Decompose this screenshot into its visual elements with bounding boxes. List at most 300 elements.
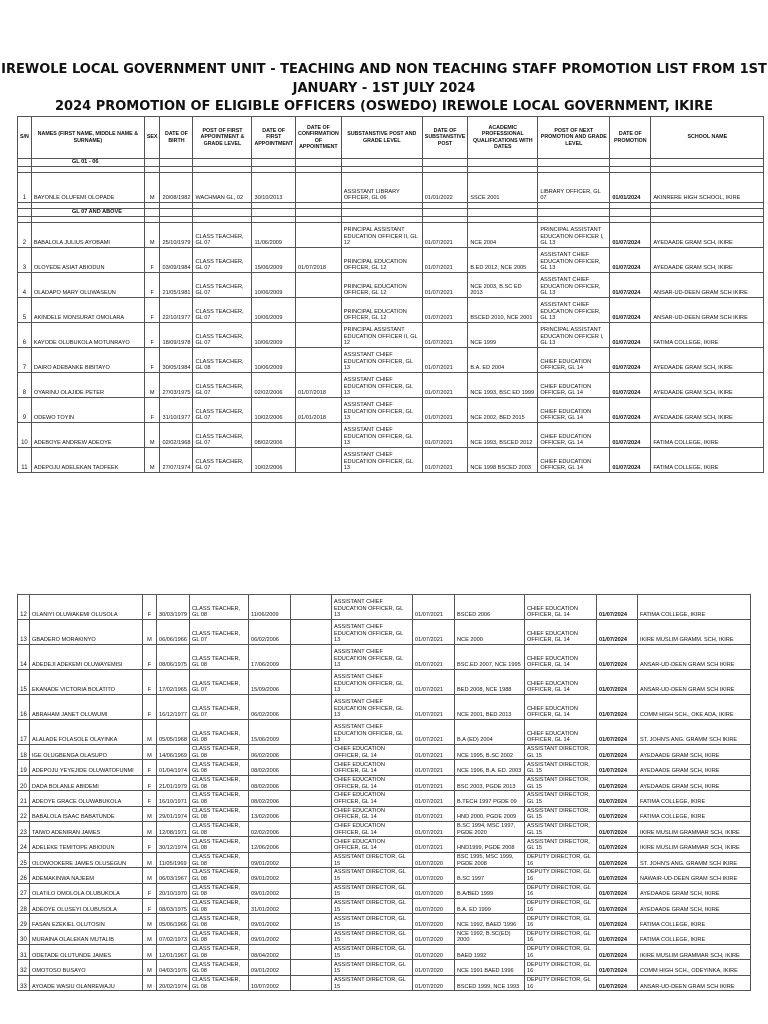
cell-prom-date: 01/07/2024	[597, 720, 638, 745]
col-sn: S/N	[18, 117, 32, 159]
cell-dob: 29/01/1974	[157, 806, 190, 821]
cell-sn: 8	[18, 373, 32, 398]
cell-confirm	[291, 914, 332, 929]
cell-dob: 12/08/1971	[157, 821, 190, 836]
cell-confirm	[291, 975, 332, 990]
cell-prom-date: 01/07/2024	[597, 670, 638, 695]
cell-first-post: CLASS TEACHER, GL 08	[193, 348, 252, 373]
cell-quals: NCE 2000	[455, 620, 525, 645]
col-dob: DATE OF BIRTH	[160, 117, 193, 159]
cell-next-post: DEPUTY DIRECTOR, GL 16	[525, 898, 597, 913]
cell-confirm: 01/07/2018	[296, 373, 342, 398]
cell-subst: ASSISTANT DIRECTOR, GL 15	[332, 868, 413, 883]
cell-next-post: DEPUTY DIRECTOR, GL 16	[525, 868, 597, 883]
cell-next-post: CHIEF EDUCATION OFFICER, GL 14	[525, 620, 597, 645]
cell-sex: M	[143, 960, 157, 975]
cell-school: AKINRERE HIGH SCHOOL, IKIRE	[651, 173, 764, 203]
cell-name: EKANADE VICTORIA BOLATITO	[30, 670, 143, 695]
cell-first-date: 10/06/2009	[252, 273, 296, 298]
cell-dob: 21/05/1981	[160, 273, 193, 298]
cell-subst: ASSISTANT CHIEF EDUCATION OFFICER, GL 13	[332, 620, 413, 645]
cell-first-date: 10/06/2009	[252, 298, 296, 323]
cell-subst: ASSISTANT DIRECTOR, GL 15	[332, 898, 413, 913]
cell-sn: 23	[18, 821, 30, 836]
cell-name: BAYONLE OLUFEMI OLOPADE	[31, 173, 144, 203]
cell-sex: F	[143, 883, 157, 898]
cell-sn: 31	[18, 945, 30, 960]
cell-next-post: DEPUTY DIRECTOR, GL 16	[525, 960, 597, 975]
cell-quals: NCE 2002, BED 2015	[468, 398, 538, 423]
cell-name: ADEPOJU ADELEKAN TAOFEEK	[31, 448, 144, 473]
cell-quals: NCE 1991 BAED 1996	[455, 960, 525, 975]
cell-quals: SSCE 2001	[468, 173, 538, 203]
table-row	[18, 695, 751, 720]
cell-confirm	[291, 791, 332, 806]
cell-next-post: DEPUTY DIRECTOR, GL 16	[525, 945, 597, 960]
cell-subst: CHIEF EDUCATION OFFICER, GL 14	[332, 760, 413, 775]
cell-confirm	[291, 695, 332, 720]
cell-school: FATIMA COLLEGE, IKIRE	[638, 595, 751, 620]
cell-sex: F	[143, 775, 157, 790]
cell-subst-date: 01/07/2021	[422, 373, 468, 398]
cell-next-post: DEPUTY DIRECTOR, GL 16	[525, 883, 597, 898]
cell-first-post: CLASS TEACHER, GL 08	[190, 883, 249, 898]
cell-first-date: 11/06/2009	[249, 595, 291, 620]
cell-next-post: ASSISTANT DIRECTOR, GL 15	[525, 821, 597, 836]
cell-quals: NCE 1992, B.SC(ED) 2000	[455, 929, 525, 944]
cell-first-post: CLASS TEACHER, GL 07	[193, 323, 252, 348]
cell-sex: M	[143, 852, 157, 867]
group-spacer	[18, 209, 32, 217]
cell-dob: 30/03/1979	[157, 595, 190, 620]
cell-confirm: 01/07/2018	[296, 248, 342, 273]
cell-sex: M	[143, 806, 157, 821]
cell-school: ANSAR-UD-DEEN GRAM SCH IKIRE	[638, 670, 751, 695]
cell-sn: 22	[18, 806, 30, 821]
cell-first-post: CLASS TEACHER, GL 07	[193, 298, 252, 323]
cell-name: AKINDELE MONSURAT OMOLARA	[31, 298, 144, 323]
cell-confirm	[291, 868, 332, 883]
cell-prom-date: 01/07/2024	[597, 837, 638, 852]
cell-quals: BAED 1992	[455, 945, 525, 960]
cell-subst: ASSISTANT CHIEF EDUCATION OFFICER, GL 13	[341, 423, 422, 448]
cell-first-date: 10/02/2006	[252, 448, 296, 473]
cell-sex: F	[144, 273, 160, 298]
cell-first-date: 11/06/2009	[252, 223, 296, 248]
cell-sex: M	[143, 745, 157, 760]
cell-subst-date: 01/07/2020	[413, 852, 455, 867]
group-spacer	[651, 159, 764, 167]
cell-first-post: CLASS TEACHER, GL 08	[190, 852, 249, 867]
cell-next-post: CHIEF EDUCATION OFFICER, GL 14	[525, 695, 597, 720]
cell-dob: 31/10/1977	[160, 398, 193, 423]
table-row	[18, 760, 751, 775]
cell-first-post: CLASS TEACHER, GL 07	[193, 373, 252, 398]
cell-confirm	[291, 720, 332, 745]
cell-next-post: ASSISTANT DIRECTOR, GL 15	[525, 806, 597, 821]
cell-first-date: 02/02/2006	[252, 373, 296, 398]
cell-dob: 20/10/1970	[157, 883, 190, 898]
cell-first-date: 08/02/2006	[249, 775, 291, 790]
group-label: GL 07 AND ABOVE	[31, 209, 144, 217]
cell-sn: 6	[18, 323, 32, 348]
cell-sex: M	[143, 868, 157, 883]
cell-first-post: CLASS TEACHER, GL 08	[190, 645, 249, 670]
cell-confirm	[291, 821, 332, 836]
table-row	[18, 806, 751, 821]
cell-first-post: CLASS TEACHER, GL 07	[193, 398, 252, 423]
cell-sex: M	[144, 223, 160, 248]
cell-dob: 11/05/1969	[157, 852, 190, 867]
cell-confirm	[291, 806, 332, 821]
cell-name: BABALOLA ISAAC BABATUNDE	[30, 806, 143, 821]
cell-subst-date: 01/07/2021	[422, 248, 468, 273]
cell-confirm	[291, 929, 332, 944]
cell-prom-date: 01/07/2024	[597, 868, 638, 883]
cell-first-date: 15/06/2009	[249, 720, 291, 745]
cell-sn: 21	[18, 791, 30, 806]
cell-subst: ASSISTANT CHIEF EDUCATION OFFICER, GL 13	[341, 398, 422, 423]
cell-subst: ASSISTANT CHIEF EDUCATION OFFICER, GL 13	[332, 670, 413, 695]
cell-dob: 30/12/1974	[157, 837, 190, 852]
group-spacer	[468, 159, 538, 167]
table-row	[18, 448, 764, 473]
table-row	[18, 398, 764, 423]
cell-dob: 08/03/1975	[157, 898, 190, 913]
cell-subst-date: 01/07/2021	[422, 448, 468, 473]
cell-sex: F	[144, 248, 160, 273]
cell-sn: 10	[18, 423, 32, 448]
cell-school: AYEDAADE GRAM SCH, IKIRE	[638, 883, 751, 898]
cell-school: COMM HIGH SCH., ODEYINKA, IKIRE	[638, 960, 751, 975]
cell-subst-date: 01/07/2020	[413, 960, 455, 975]
cell-school: ST. JOHN'S ANG. GRAMM SCH IKIRE	[638, 720, 751, 745]
cell-name: OLATILO OMOLOLA OLUBUKOLA	[30, 883, 143, 898]
cell-subst-date: 01/07/2021	[413, 760, 455, 775]
cell-sn: 9	[18, 398, 32, 423]
cell-first-post: CLASS TEACHER, GL 08	[190, 960, 249, 975]
cell-sex: M	[143, 914, 157, 929]
cell-subst-date: 01/07/2020	[413, 898, 455, 913]
cell-first-post: CLASS TEACHER, GL 08	[190, 837, 249, 852]
table-row	[18, 223, 764, 248]
cell-first-date: 08/04/2002	[249, 945, 291, 960]
cell-prom-date: 01/07/2024	[597, 595, 638, 620]
cell-school: AYEDAADE GRAM SCH, IKIRE	[638, 775, 751, 790]
cell-next-post: PRINCIPAL ASSISTANT EDUCATION OFFICER I, GL 13	[538, 323, 610, 348]
cell-prom-date: 01/07/2024	[597, 960, 638, 975]
cell-first-date: 09/01/2002	[249, 852, 291, 867]
cell-confirm	[291, 595, 332, 620]
cell-subst-date: 01/07/2021	[413, 695, 455, 720]
cell-prom-date: 01/07/2024	[597, 945, 638, 960]
cell-subst-date: 01/07/2020	[413, 929, 455, 944]
cell-school: FATIMA COLLEGE, IKIRE	[638, 791, 751, 806]
cell-confirm	[291, 883, 332, 898]
cell-school: FATIMA COLLEGE, IKIRE	[651, 448, 764, 473]
table-row	[18, 373, 764, 398]
cell-quals: NCE 2004	[468, 223, 538, 248]
cell-subst: ASSISTANT DIRECTOR, GL 15	[332, 852, 413, 867]
cell-sn: 16	[18, 695, 30, 720]
table-row	[18, 883, 751, 898]
cell-name: DADA BOLANLE ABIDEMI	[30, 775, 143, 790]
cell-dob: 25/10/1979	[160, 223, 193, 248]
cell-name: OLANIYI OLUWAKEMI OLUSOLA	[30, 595, 143, 620]
cell-school: NAWAIR-UD-DEEN GRAM SCH IKIRE	[638, 868, 751, 883]
cell-quals: NCE 1992, BAED '1996	[455, 914, 525, 929]
cell-subst: ASSISTANT CHIEF EDUCATION OFFICER, GL 13	[332, 595, 413, 620]
cell-first-post: CLASS TEACHER, GL 07	[193, 448, 252, 473]
cell-name: ADEDEJI ADEKEMI OLUWAYEMISI	[30, 645, 143, 670]
cell-first-post: WACHMAN GL, 02	[193, 173, 252, 203]
cell-quals: HND1999, PGDE 2008	[455, 837, 525, 852]
group-spacer	[144, 159, 160, 167]
cell-next-post: CHIEF EDUCATION OFFICER, GL 14	[538, 398, 610, 423]
cell-subst: PRINCIPAL ASSISTANT EDUCATION OFFICER II, GL 12	[341, 323, 422, 348]
cell-sn: 5	[18, 298, 32, 323]
cell-subst-date: 01/07/2021	[413, 837, 455, 852]
cell-confirm: 01/01/2018	[296, 398, 342, 423]
cell-quals: NCE 2003, B.SC ED 2013	[468, 273, 538, 298]
col-school: SCHOOL NAME	[651, 117, 764, 159]
cell-dob: 27/07/1974	[160, 448, 193, 473]
cell-first-date: 09/01/2002	[249, 868, 291, 883]
cell-quals: NCE 2001, BED 2013	[455, 695, 525, 720]
cell-name: OMOTOSO BUSAYO	[30, 960, 143, 975]
cell-school: IKIRE MUSLIM GRAMM. SCH, IKIRE	[638, 620, 751, 645]
cell-school: COMM HIGH SCH., OKE ADA, IKIRE	[638, 695, 751, 720]
cell-first-post: CLASS TEACHER, GL 08	[190, 898, 249, 913]
col-first-date: DATE OF FIRST APPOINTMENT	[252, 117, 296, 159]
col-first-post: POST OF FIRST APPOINTMENT & GRADE LEVEL	[193, 117, 252, 159]
group-spacer	[341, 209, 422, 217]
cell-prom-date: 01/07/2024	[610, 298, 651, 323]
cell-subst-date: 01/07/2021	[413, 670, 455, 695]
cell-first-post: CLASS TEACHER, GL 08	[190, 975, 249, 990]
cell-school: FATIMA COLLEGE, IKIRE	[651, 423, 764, 448]
group-spacer	[160, 209, 193, 217]
cell-first-post: CLASS TEACHER, GL 07	[190, 695, 249, 720]
table-row	[18, 868, 751, 883]
cell-school: FATIMA COLLEGE, IKIRE	[638, 914, 751, 929]
cell-first-date: 31/01/2002	[249, 898, 291, 913]
cell-school: AYEDAADE GRAM SCH, IKIRE	[638, 898, 751, 913]
group-spacer	[610, 159, 651, 167]
cell-quals: BSCED 1999, NCE 1993	[455, 975, 525, 990]
cell-first-post: CLASS TEACHER, GL 08	[190, 745, 249, 760]
cell-quals: NCE 1993, BSC ED 1999	[468, 373, 538, 398]
cell-sn: 11	[18, 448, 32, 473]
cell-next-post: CHIEF EDUCATION OFFICER, GL 14	[538, 348, 610, 373]
cell-first-post: CLASS TEACHER, GL 08	[190, 595, 249, 620]
cell-first-date: 08/02/2006	[249, 791, 291, 806]
cell-confirm	[296, 423, 342, 448]
cell-sn: 30	[18, 929, 30, 944]
cell-first-post: CLASS TEACHER, GL 08	[190, 775, 249, 790]
cell-first-date: 12/06/2006	[249, 837, 291, 852]
cell-next-post: DEPUTY DIRECTOR, GL 16	[525, 914, 597, 929]
cell-name: ADEBOYE ANDREW ADEOYE	[31, 423, 144, 448]
cell-sex: M	[143, 620, 157, 645]
cell-school: ANSAR-UD-DEEN GRAM SCH IKIRE	[651, 273, 764, 298]
cell-sex: F	[144, 298, 160, 323]
cell-sex: M	[144, 423, 160, 448]
cell-first-post: CLASS TEACHER, GL 08	[190, 821, 249, 836]
cell-subst: ASSISTANT CHIEF EDUCATION OFFICER, GL 13	[332, 695, 413, 720]
cell-next-post: LIBRARY OFFICER, GL 07	[538, 173, 610, 203]
cell-school: ANSAR-UD-DEEN GRAM SCH IKIRE	[638, 975, 751, 990]
cell-confirm	[291, 760, 332, 775]
cell-subst: ASSISTANT DIRECTOR, GL 15	[332, 929, 413, 944]
table-row	[18, 960, 751, 975]
group-spacer	[538, 159, 610, 167]
cell-first-date: 10/06/2009	[252, 323, 296, 348]
cell-dob: 08/06/1975	[157, 645, 190, 670]
table-row	[18, 173, 764, 203]
col-subst: SUBSTANSTIVE POST AND GRADE LEVEL	[341, 117, 422, 159]
cell-name: OLOWOOKERE JAMES OLUSEGUN	[30, 852, 143, 867]
group-spacer	[296, 209, 342, 217]
group-heading-row	[18, 159, 764, 167]
cell-quals: NCE 1999	[468, 323, 538, 348]
cell-first-date: 08/02/2006	[249, 760, 291, 775]
cell-dob: 12/01/1967	[157, 945, 190, 960]
col-subst-date: DATE OF SUBSTANSTIVE POST	[422, 117, 468, 159]
cell-prom-date: 01/07/2024	[597, 898, 638, 913]
cell-sn: 32	[18, 960, 30, 975]
cell-dob: 05/05/1968	[157, 720, 190, 745]
cell-subst-date: 01/07/2021	[413, 620, 455, 645]
cell-next-post: ASSISTANT DIRECTOR, GL 15	[525, 745, 597, 760]
cell-dob: 18/09/1978	[160, 323, 193, 348]
cell-subst-date: 01/07/2021	[413, 775, 455, 790]
cell-confirm	[296, 173, 342, 203]
cell-dob: 27/03/1975	[160, 373, 193, 398]
cell-prom-date: 01/07/2024	[597, 775, 638, 790]
group-spacer	[193, 159, 252, 167]
cell-school: ANSAR-UD-DEEN GRAM SCH IKIRE	[638, 645, 751, 670]
cell-prom-date: 01/07/2024	[597, 929, 638, 944]
cell-sex: M	[144, 173, 160, 203]
table-row	[18, 821, 751, 836]
cell-confirm	[291, 775, 332, 790]
cell-quals: BSC 1995, MSC 1999, PGDE 2008	[455, 852, 525, 867]
cell-quals: BSCED 2006	[455, 595, 525, 620]
table-row	[18, 775, 751, 790]
group-spacer	[252, 159, 296, 167]
col-sex: SEX	[144, 117, 160, 159]
cell-next-post: CHIEF EDUCATION OFFICER, GL 14	[538, 373, 610, 398]
cell-sex: M	[143, 945, 157, 960]
cell-prom-date: 01/07/2024	[610, 223, 651, 248]
cell-subst-date: 01/07/2021	[413, 645, 455, 670]
cell-sn: 26	[18, 868, 30, 883]
cell-school: AYEDAADE GRAM SCH, IKIRE	[651, 248, 764, 273]
cell-sex: M	[143, 975, 157, 990]
cell-first-date: 08/02/2006	[252, 423, 296, 448]
cell-dob: 20/08/1982	[160, 173, 193, 203]
cell-sn: 15	[18, 670, 30, 695]
group-spacer	[610, 209, 651, 217]
cell-prom-date: 01/07/2024	[610, 423, 651, 448]
cell-prom-date: 01/07/2024	[610, 373, 651, 398]
group-spacer	[18, 159, 32, 167]
cell-prom-date: 01/07/2024	[597, 852, 638, 867]
cell-sn: 7	[18, 348, 32, 373]
cell-subst-date: 01/07/2021	[413, 745, 455, 760]
cell-first-post: CLASS TEACHER, GL 07	[193, 273, 252, 298]
group-spacer	[160, 159, 193, 167]
cell-confirm	[291, 620, 332, 645]
cell-prom-date: 01/07/2024	[610, 248, 651, 273]
cell-subst-date: 01/07/2020	[413, 975, 455, 990]
cell-subst: ASSISTANT CHIEF EDUCATION OFFICER, GL 13	[332, 645, 413, 670]
cell-school: AYEDAADE GRAM SCH, IKIRE	[638, 760, 751, 775]
cell-first-date: 10/07/2002	[249, 975, 291, 990]
cell-first-post: CLASS TEACHER, GL 08	[190, 720, 249, 745]
cell-next-post: DEPUTY DIRECTOR, GL 16	[525, 975, 597, 990]
cell-name: ADEOYE GRACE OLUWABUKOLA	[30, 791, 143, 806]
cell-first-date: 17/06/2009	[249, 645, 291, 670]
cell-next-post: CHIEF EDUCATION OFFICER, GL 14	[525, 645, 597, 670]
cell-subst-date: 01/07/2021	[422, 273, 468, 298]
cell-dob: 05/06/1966	[157, 914, 190, 929]
cell-dob: 16/10/1971	[157, 791, 190, 806]
cell-prom-date: 01/07/2024	[597, 620, 638, 645]
cell-name: ADEMAKINWA NAJEEM	[30, 868, 143, 883]
cell-confirm	[291, 960, 332, 975]
cell-confirm	[291, 898, 332, 913]
cell-school: FATIMA COLLEGE, IKIRE	[638, 929, 751, 944]
cell-first-date: 10/06/2009	[252, 348, 296, 373]
cell-name: OYARINU OLAJIDE PETER	[31, 373, 144, 398]
cell-first-post: CLASS TEACHER, GL 07	[193, 248, 252, 273]
cell-next-post: ASSISTANT CHIEF EDUCATION OFFICER, GL 13	[538, 298, 610, 323]
cell-school: FATIMA COLLEGE, IKIRE	[651, 323, 764, 348]
document-title	[0, 60, 768, 98]
cell-subst-date: 01/07/2020	[413, 883, 455, 898]
cell-quals: BSCED 2010, NCE 2001	[468, 298, 538, 323]
cell-next-post: DEPUTY DIRECTOR, GL 16	[525, 929, 597, 944]
cell-sn: 27	[18, 883, 30, 898]
cell-sex: F	[144, 323, 160, 348]
col-next-post: POST OF NEXT PROMOTION AND GRADE LEVEL	[538, 117, 610, 159]
cell-next-post: CHIEF EDUCATION OFFICER, GL 14	[525, 595, 597, 620]
cell-sn: 3	[18, 248, 32, 273]
cell-first-date: 10/02/2006	[252, 398, 296, 423]
col-quals: ACADEMIC PROFESSIONAL QUALIFICATIONS WITH DATES	[468, 117, 538, 159]
cell-confirm	[296, 323, 342, 348]
cell-dob: 02/02/1968	[160, 423, 193, 448]
cell-subst: ASSISTANT CHIEF EDUCATION OFFICER, GL 13	[341, 448, 422, 473]
cell-next-post: ASSISTANT DIRECTOR, GL 15	[525, 791, 597, 806]
cell-prom-date: 01/07/2024	[597, 791, 638, 806]
cell-dob: 03/09/1984	[160, 248, 193, 273]
cell-sex: M	[144, 373, 160, 398]
cell-subst: ASSISTANT CHIEF EDUCATION OFFICER, GL 13	[332, 720, 413, 745]
cell-next-post: ASSISTANT CHIEF EDUCATION OFFICER, GL 13	[538, 248, 610, 273]
cell-first-post: CLASS TEACHER, GL 07	[190, 620, 249, 645]
cell-sex: M	[144, 448, 160, 473]
cell-prom-date: 01/07/2024	[610, 273, 651, 298]
table-row	[18, 791, 751, 806]
cell-school: AYEDAADE GRAM SCH, IKIRE	[651, 398, 764, 423]
cell-sn: 4	[18, 273, 32, 298]
cell-name: ABRAHAM JANET OLUWUMI	[30, 695, 143, 720]
cell-sn: 20	[18, 775, 30, 790]
cell-quals: NCE 1993, BSCED 2012	[468, 423, 538, 448]
